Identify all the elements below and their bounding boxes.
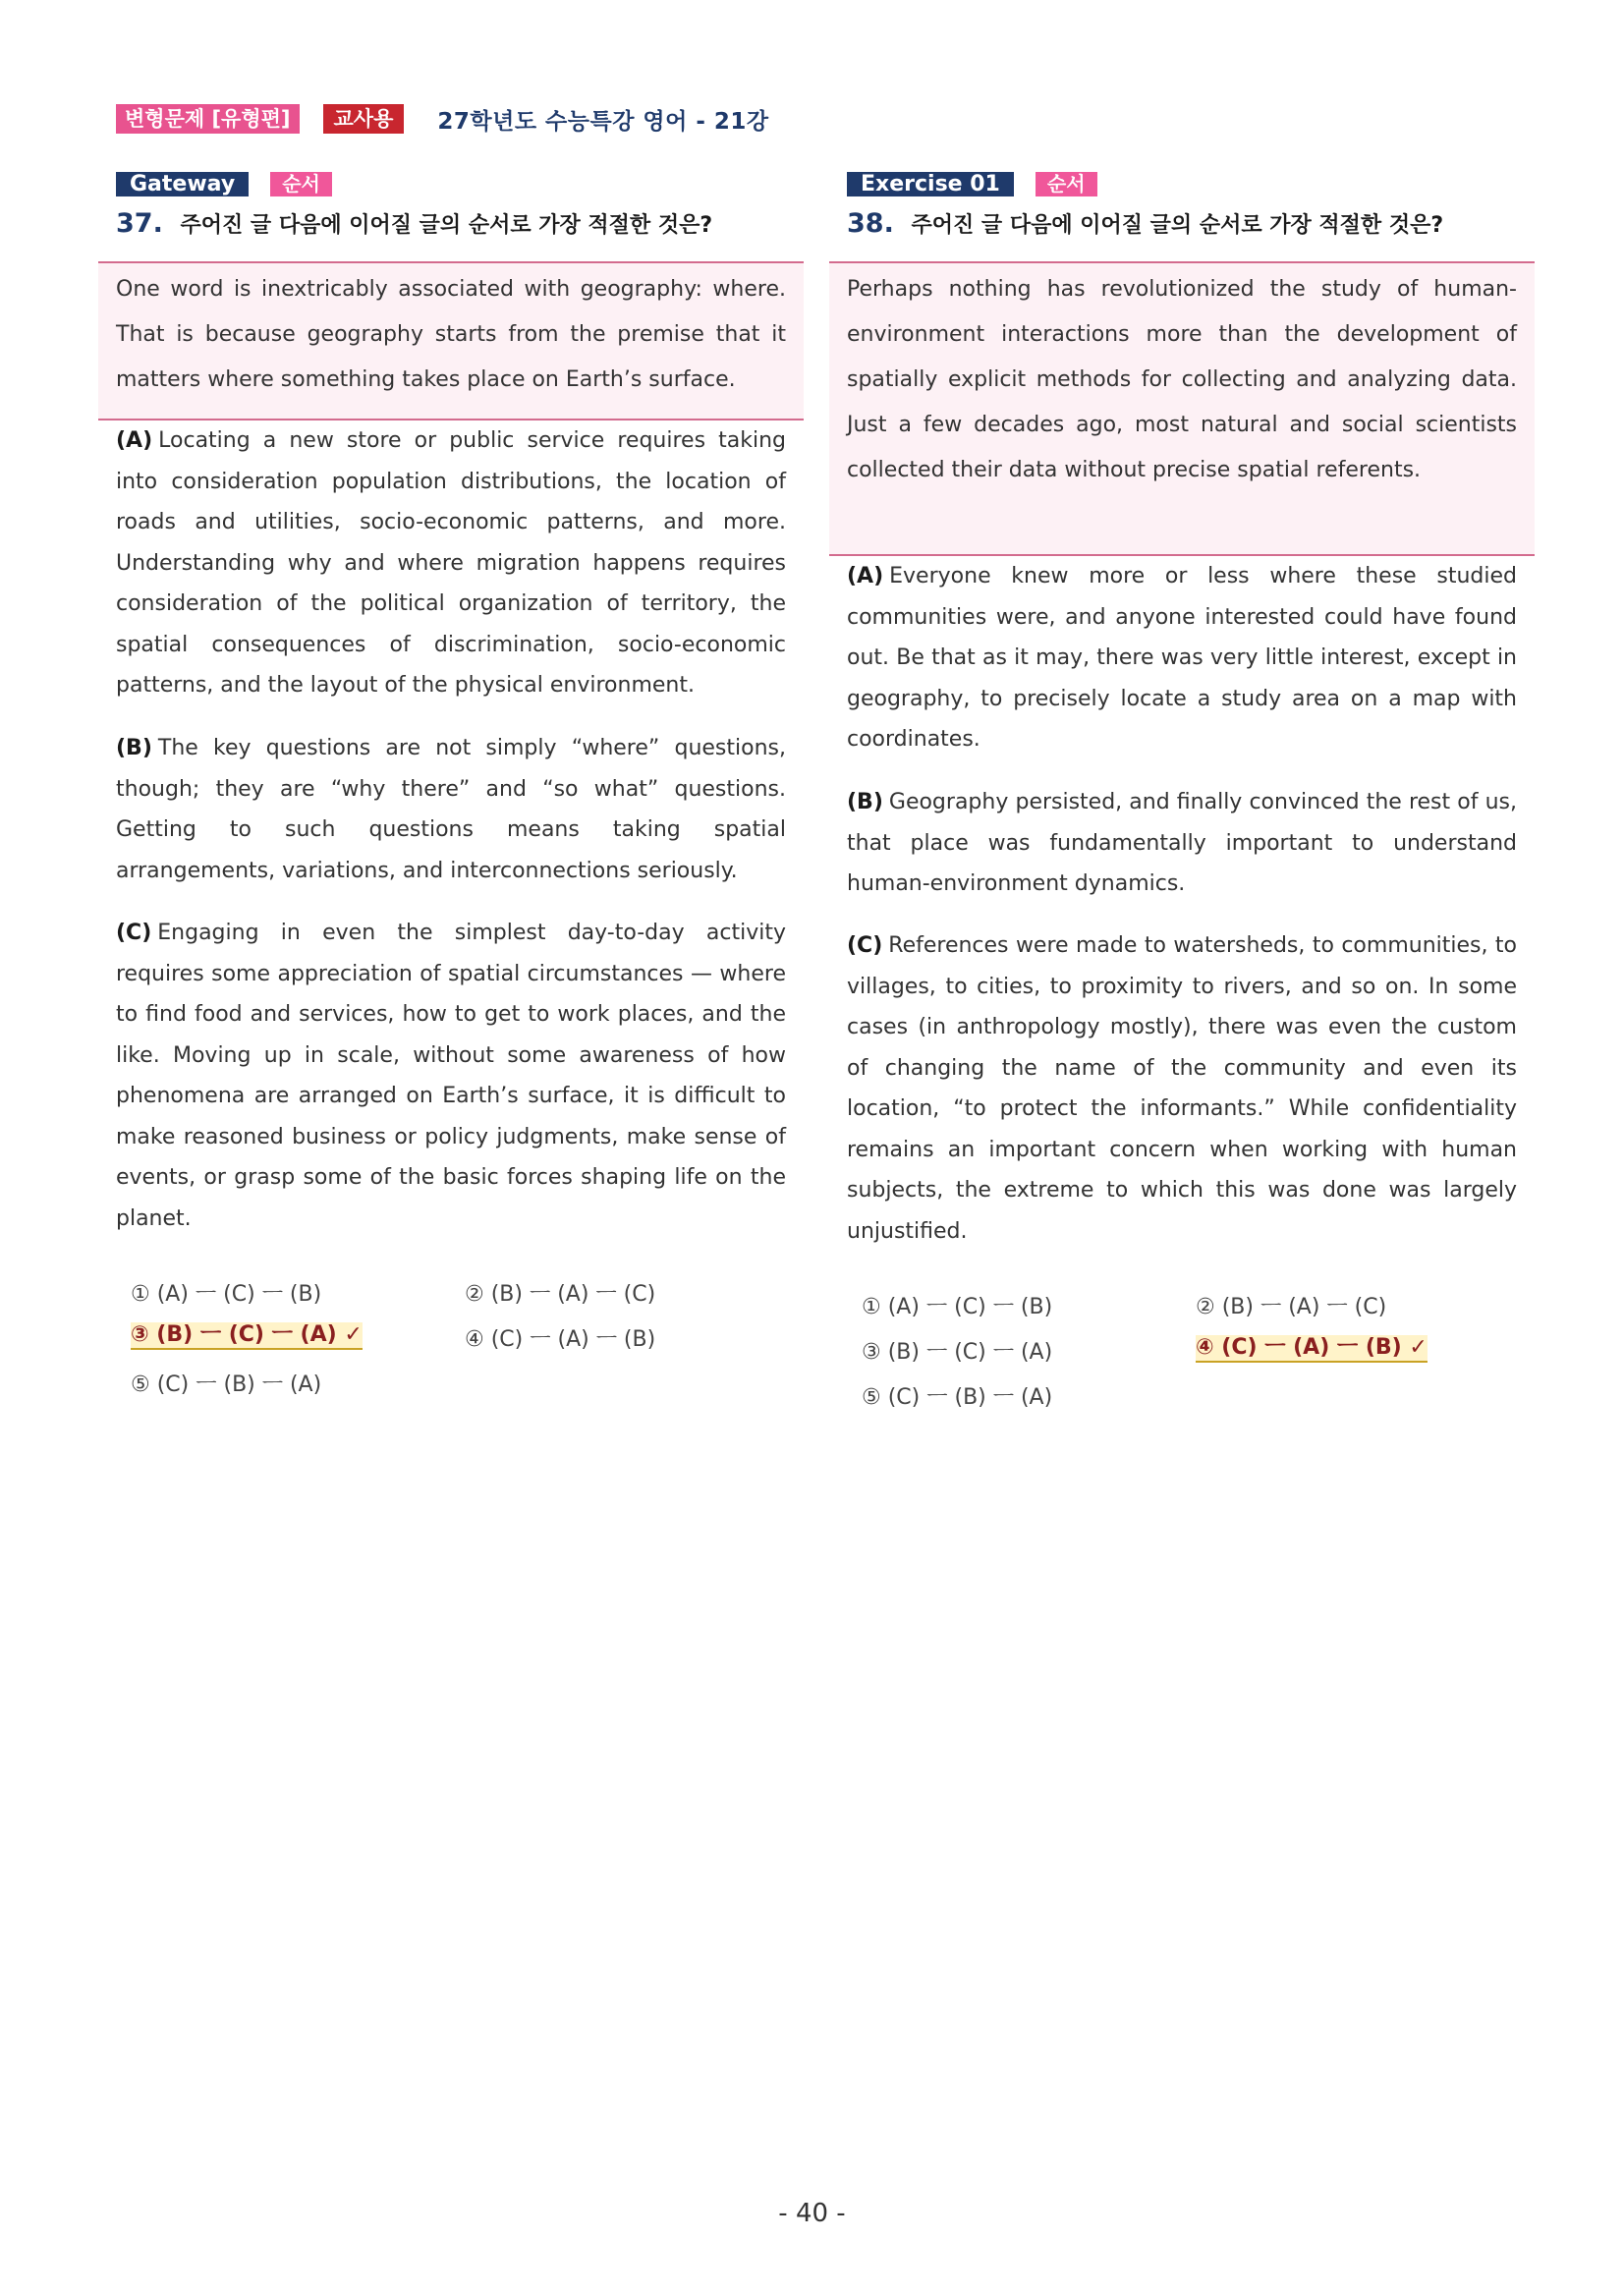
paragraph-text: Geography persisted, and finally convinced the rest of us, that place was fundamentally important to understand human-environment dynamics. <box>847 790 1517 896</box>
answer-option[interactable]: ① (A) ㅡ (C) ㅡ (B) <box>131 1282 322 1307</box>
answer-option-correct[interactable]: ③ (B) ㅡ (C) ㅡ (A) ✓ <box>131 1322 363 1350</box>
paragraph-label: (A) <box>847 564 884 588</box>
section-label: Exercise 01 <box>847 172 1014 196</box>
paragraph-label: (C) <box>847 933 883 958</box>
left-label-row <box>116 172 332 196</box>
answer-option[interactable]: ② (B) ㅡ (A) ㅡ (C) <box>465 1282 656 1307</box>
paragraph-a <box>847 556 1517 760</box>
question-number: 37. <box>116 208 163 239</box>
answer-option[interactable]: ⑤ (C) ㅡ (B) ㅡ (A) <box>862 1385 1053 1410</box>
answer-option-correct[interactable]: ④ (C) ㅡ (A) ㅡ (B) ✓ <box>1196 1335 1428 1363</box>
right-label-row <box>847 172 1097 196</box>
question-text: 주어진 글 다음에 이어질 글의 순서로 가장 적절한 것은? <box>911 213 1444 238</box>
paragraph-text: Engaging in even the simplest day-to-day activity requires some appreciation of spatial circumstances — where to find food and services, how to get to work places, and the like. Moving up in scale, without some awareness of how phenomena are arranged on Earth’s surface, it is difficult to make reasoned business or policy judgments, make sense of events, or grasp some of the basic forces shaping life on the planet. <box>116 921 786 1231</box>
paragraph-b <box>847 782 1517 905</box>
question-number: 38. <box>847 208 894 239</box>
answer-option[interactable]: ② (B) ㅡ (A) ㅡ (C) <box>1196 1295 1387 1319</box>
paragraph-text: References were made to watersheds, to communities, to villages, to cities, to proximity to rivers, and so on. In some cases (in anthropology mostly), there was even the custom of changing the name of the community and even its location, “to protect the informants.” While confidentiality remains an important concern when working with human subjects, the extreme to which this was done was largely unjustified. <box>847 933 1517 1244</box>
paragraph-label: (C) <box>116 921 152 945</box>
teacher-tag: 교사용 <box>323 104 405 134</box>
paragraph-c <box>116 913 786 1239</box>
page-title: 27학년도 수능특강 영어 - 21강 <box>437 108 769 135</box>
paragraph-c <box>847 925 1517 1252</box>
question-text: 주어진 글 다음에 이어질 글의 순서로 가장 적절한 것은? <box>180 213 713 238</box>
page-number: - 40 - <box>778 2199 846 2228</box>
intro-text: One word is inextricably associated with geography: where. That is because geography starts from the premise that it matters where something takes place on Earth’s surface. <box>116 277 786 392</box>
intro-box <box>829 261 1535 556</box>
type-label: 순서 <box>270 172 332 196</box>
question-37 <box>116 208 804 239</box>
paragraph-label: (B) <box>116 736 152 760</box>
paragraph-text: Locating a new store or public service requires taking into consideration population distributions, the location of roads and utilities, socio-economic patterns, and more. Understanding why and where migration happens requires consideration of the political organization of territory, the spatial consequences of discrimination, socio-economic patterns, and the layout of the physical environment. <box>116 428 786 698</box>
paragraph-label: (B) <box>847 790 883 814</box>
paragraph-b <box>116 728 786 891</box>
answer-option[interactable]: ④ (C) ㅡ (A) ㅡ (B) <box>465 1327 656 1352</box>
intro-box <box>98 261 804 420</box>
section-label: Gateway <box>116 172 249 196</box>
variant-tag: 변형문제 [유형편] <box>116 104 300 134</box>
type-label: 순서 <box>1036 172 1097 196</box>
answer-option[interactable]: ① (A) ㅡ (C) ㅡ (B) <box>862 1295 1053 1319</box>
page-header <box>116 102 769 136</box>
answer-option[interactable]: ⑤ (C) ㅡ (B) ㅡ (A) <box>131 1372 322 1397</box>
paragraph-text: Everyone knew more or less where these studied communities were, and anyone interested could have found out. Be that as it may, there was very little interest, except in geography, to precisely locate a study area on a map with coordinates. <box>847 564 1517 752</box>
paragraph-a <box>116 420 786 706</box>
intro-text: Perhaps nothing has revolutionized the study of human-environment interactions more than the development of spatially explicit methods for collecting and analyzing data. Just a few decades ago, most natural and social scientists collected their data without precise spatial referents. <box>847 277 1517 482</box>
paragraph-text: The key questions are not simply “where” questions, though; they are “why there” and “so what” questions. Getting to such questions means taking spatial arrangements, variations, and interconnections seriously. <box>116 736 786 883</box>
answer-option[interactable]: ③ (B) ㅡ (C) ㅡ (A) <box>862 1340 1053 1365</box>
question-38 <box>847 208 1535 239</box>
paragraph-label: (A) <box>116 428 153 453</box>
